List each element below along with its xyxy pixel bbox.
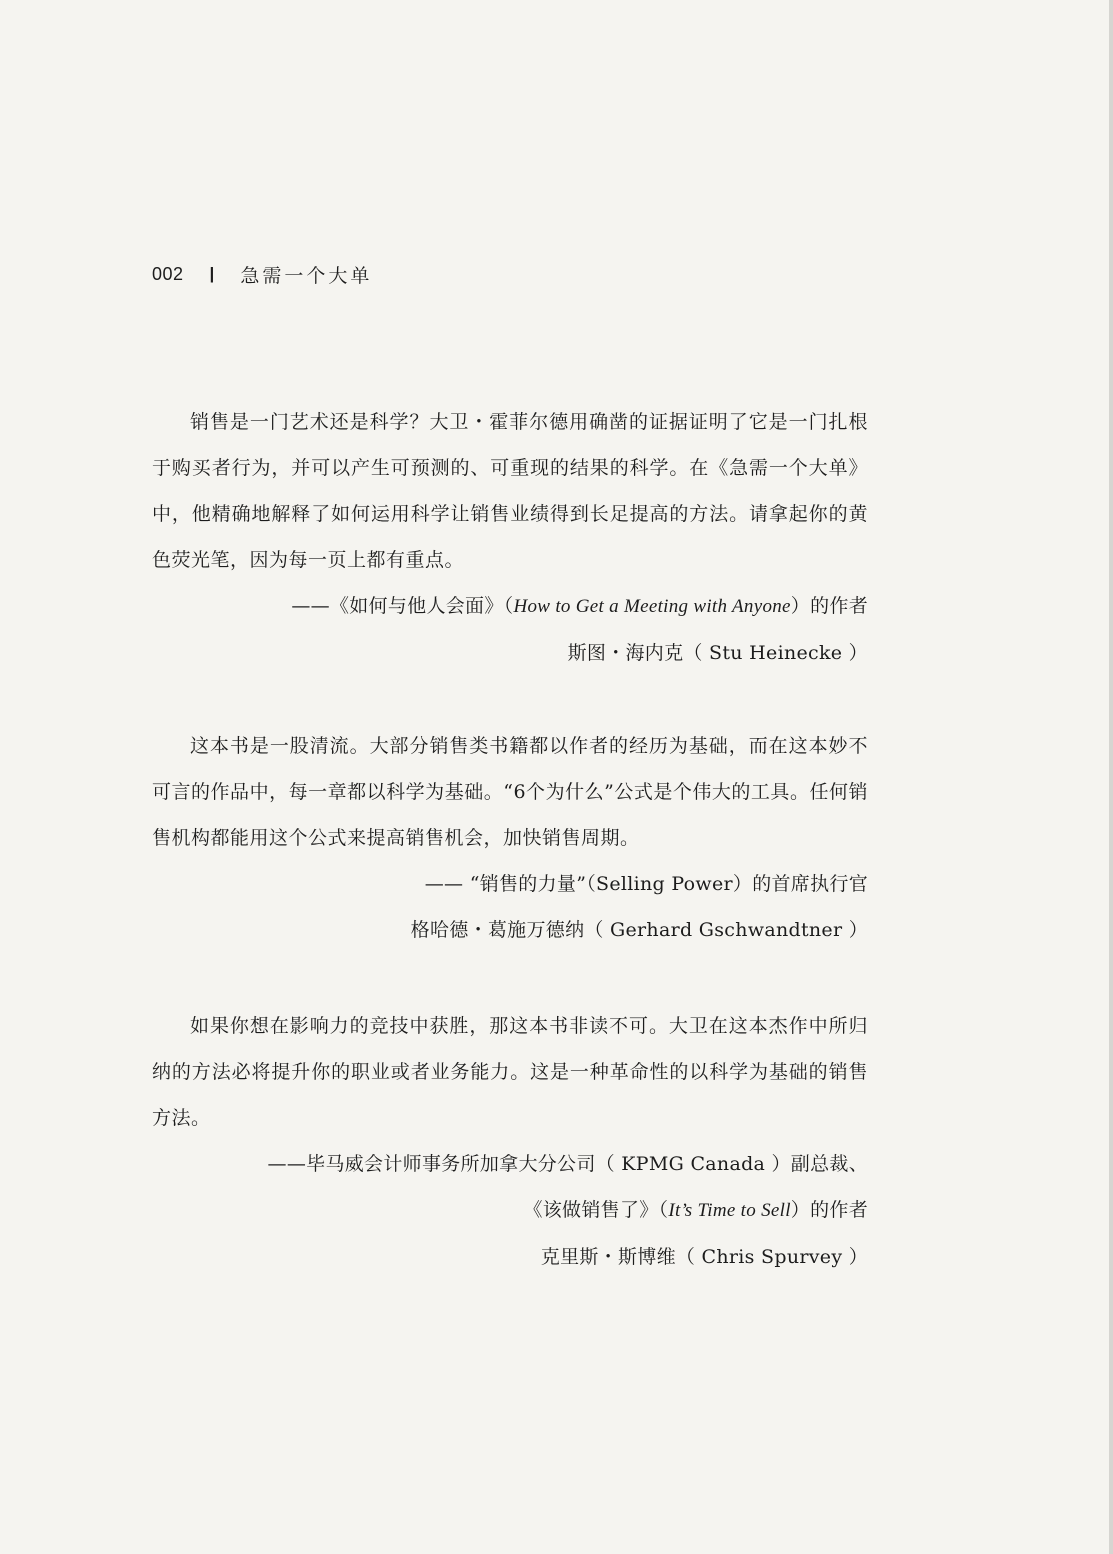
page-edge: [1109, 0, 1113, 1554]
header-divider: |: [209, 264, 215, 283]
running-header: [152, 262, 372, 286]
endorsement-text: 这本书是一股清流。大部分销售类书籍都以作者的经历为基础，而在这本妙不可言的作品中，每一章都以科学为基础。“6个为什么”公式是个伟大的工具。任何销售机构都能用这个公式来提高销售机会，加快销售周期。: [152, 735, 868, 849]
source-suffix: ）的作者: [790, 595, 868, 617]
endorsement-1: [152, 399, 868, 676]
endorsement-source: ——毕马威会计师事务所加拿大分公司（ KPMG Canada ）副总裁、: [267, 1153, 868, 1175]
page-number: 002: [152, 263, 184, 284]
endorsement-source: —— “销售的力量”（Selling Power）的首席执行官: [424, 873, 868, 895]
endorsement-text: 如果你想在影响力的竞技中获胜，那这本书非读不可。大卫在这本杰作中所归纳的方法必将提升你的职业或者业务能力。这是一种革命性的以科学为基础的销售方法。: [152, 1015, 868, 1129]
endorsement-text: 销售是一门艺术还是科学？大卫・霍菲尔德用确凿的证据证明了它是一门扎根于购买者行为，并可以产生可预测的、可重现的结果的科学。在《急需一个大单》中，他精确地解释了如何运用科学让销售业绩得到长足提高的方法。请拿起你的黄色荧光笔，因为每一页上都有重点。: [152, 411, 868, 571]
endorsement-source-2: [152, 1187, 868, 1234]
endorsement-2: [152, 723, 868, 953]
endorsement-author: 格哈德・葛施万德纳（ Gerhard Gschwandtner ）: [410, 919, 868, 941]
endorsement-author: 斯图・海内克（ Stu Heinecke ）: [567, 642, 868, 664]
source-book-title: It’s Time to Sell: [668, 1200, 791, 1221]
source-prefix: 《该做销售了》（: [523, 1199, 669, 1221]
endorsement-author: 克里斯・斯博维（ Chris Spurvey ）: [540, 1246, 868, 1268]
source-prefix: ——《如何与他人会面》（: [291, 595, 514, 617]
endorsement-source: [152, 583, 868, 630]
endorsement-3: [152, 1003, 868, 1280]
running-title: 急需一个大单: [240, 264, 373, 287]
source-suffix: ）的作者: [790, 1199, 868, 1221]
source-book-title: How to Get a Meeting with Anyone: [513, 596, 791, 617]
